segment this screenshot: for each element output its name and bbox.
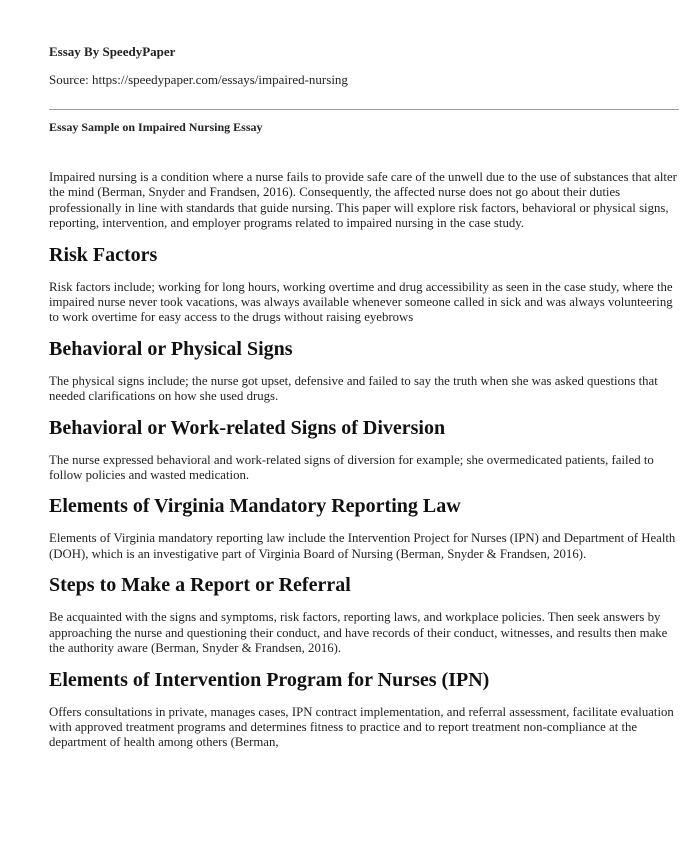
section-text-diversion-signs: The nurse expressed behavioral and work-related signs of diversion for example; she overmedicated patients, failed to follow policies and wasted medication. bbox=[49, 452, 654, 483]
essay-body bbox=[49, 170, 681, 751]
section-text-physical-signs: The physical signs include; the nurse got upset, defensive and failed to say the truth when she was asked questions that needed clarifications on how she used drugs. bbox=[49, 373, 658, 404]
section-heading-risk-factors: Risk Factors bbox=[49, 243, 158, 266]
header-divider bbox=[49, 109, 679, 110]
source-line: Source: https://speedypaper.com/essays/impaired-nursing bbox=[49, 72, 348, 87]
essay-title: Essay Sample on Impaired Nursing Essay bbox=[49, 120, 263, 134]
intro-paragraph: Impaired nursing is a condition where a nurse fails to provide safe care of the unwell due to the use of substances that alter the mind (Berman, Snyder and Frandsen, 2016). Consequently, the affected nurse does not go about their duties professionally in line with standards that guide nursing. This paper will explore risk factors, behavioral or physical signs, reporting, intervention, and employer programs related to impaired nursing in the case study. bbox=[49, 170, 677, 231]
section-heading-diversion-signs: Behavioral or Work-related Signs of Diversion bbox=[49, 416, 446, 439]
essay-byline: Essay By SpeedyPaper bbox=[49, 44, 176, 59]
section-heading-report-steps: Steps to Make a Report or Referral bbox=[49, 574, 351, 597]
section-heading-ipn: Elements of Intervention Program for Nurses (IPN) bbox=[49, 668, 490, 691]
section-text-report-steps: Be acquainted with the signs and symptoms, risk factors, reporting laws, and workplace policies. Then seek answers by approaching the nurse and questioning their conduct, and have records of their conduct, witnesses, and results then make the authority aware (Berman, Snyder & Frandsen, 2016). bbox=[49, 610, 668, 656]
section-text-reporting-law: Elements of Virginia mandatory reporting law include the Intervention Project for Nurses (IPN) and Department of Health (DOH), which is an investigative part of Virginia Board of Nursing (Berman, Snyder & Frandsen, 2016). bbox=[49, 531, 676, 561]
section-heading-physical-signs: Behavioral or Physical Signs bbox=[49, 337, 293, 360]
section-text-ipn: Offers consultations in private, manages cases, IPN contract implementation, and referral assessment, facilitate evaluation with approved treatment programs and determines fitness to practice and to report treatment non-compliance at the department of health among others (Berman, bbox=[49, 704, 674, 750]
section-text-risk-factors: Risk factors include; working for long hours, working overtime and drug accessibility as seen in the case study, where the impaired nurse never took vacations, was always available whenever someone called in sick and was always volunteering to work overtime for easy access to the drugs without raising eyebrows bbox=[49, 279, 673, 325]
section-heading-reporting-law: Elements of Virginia Mandatory Reporting Law bbox=[49, 495, 461, 518]
